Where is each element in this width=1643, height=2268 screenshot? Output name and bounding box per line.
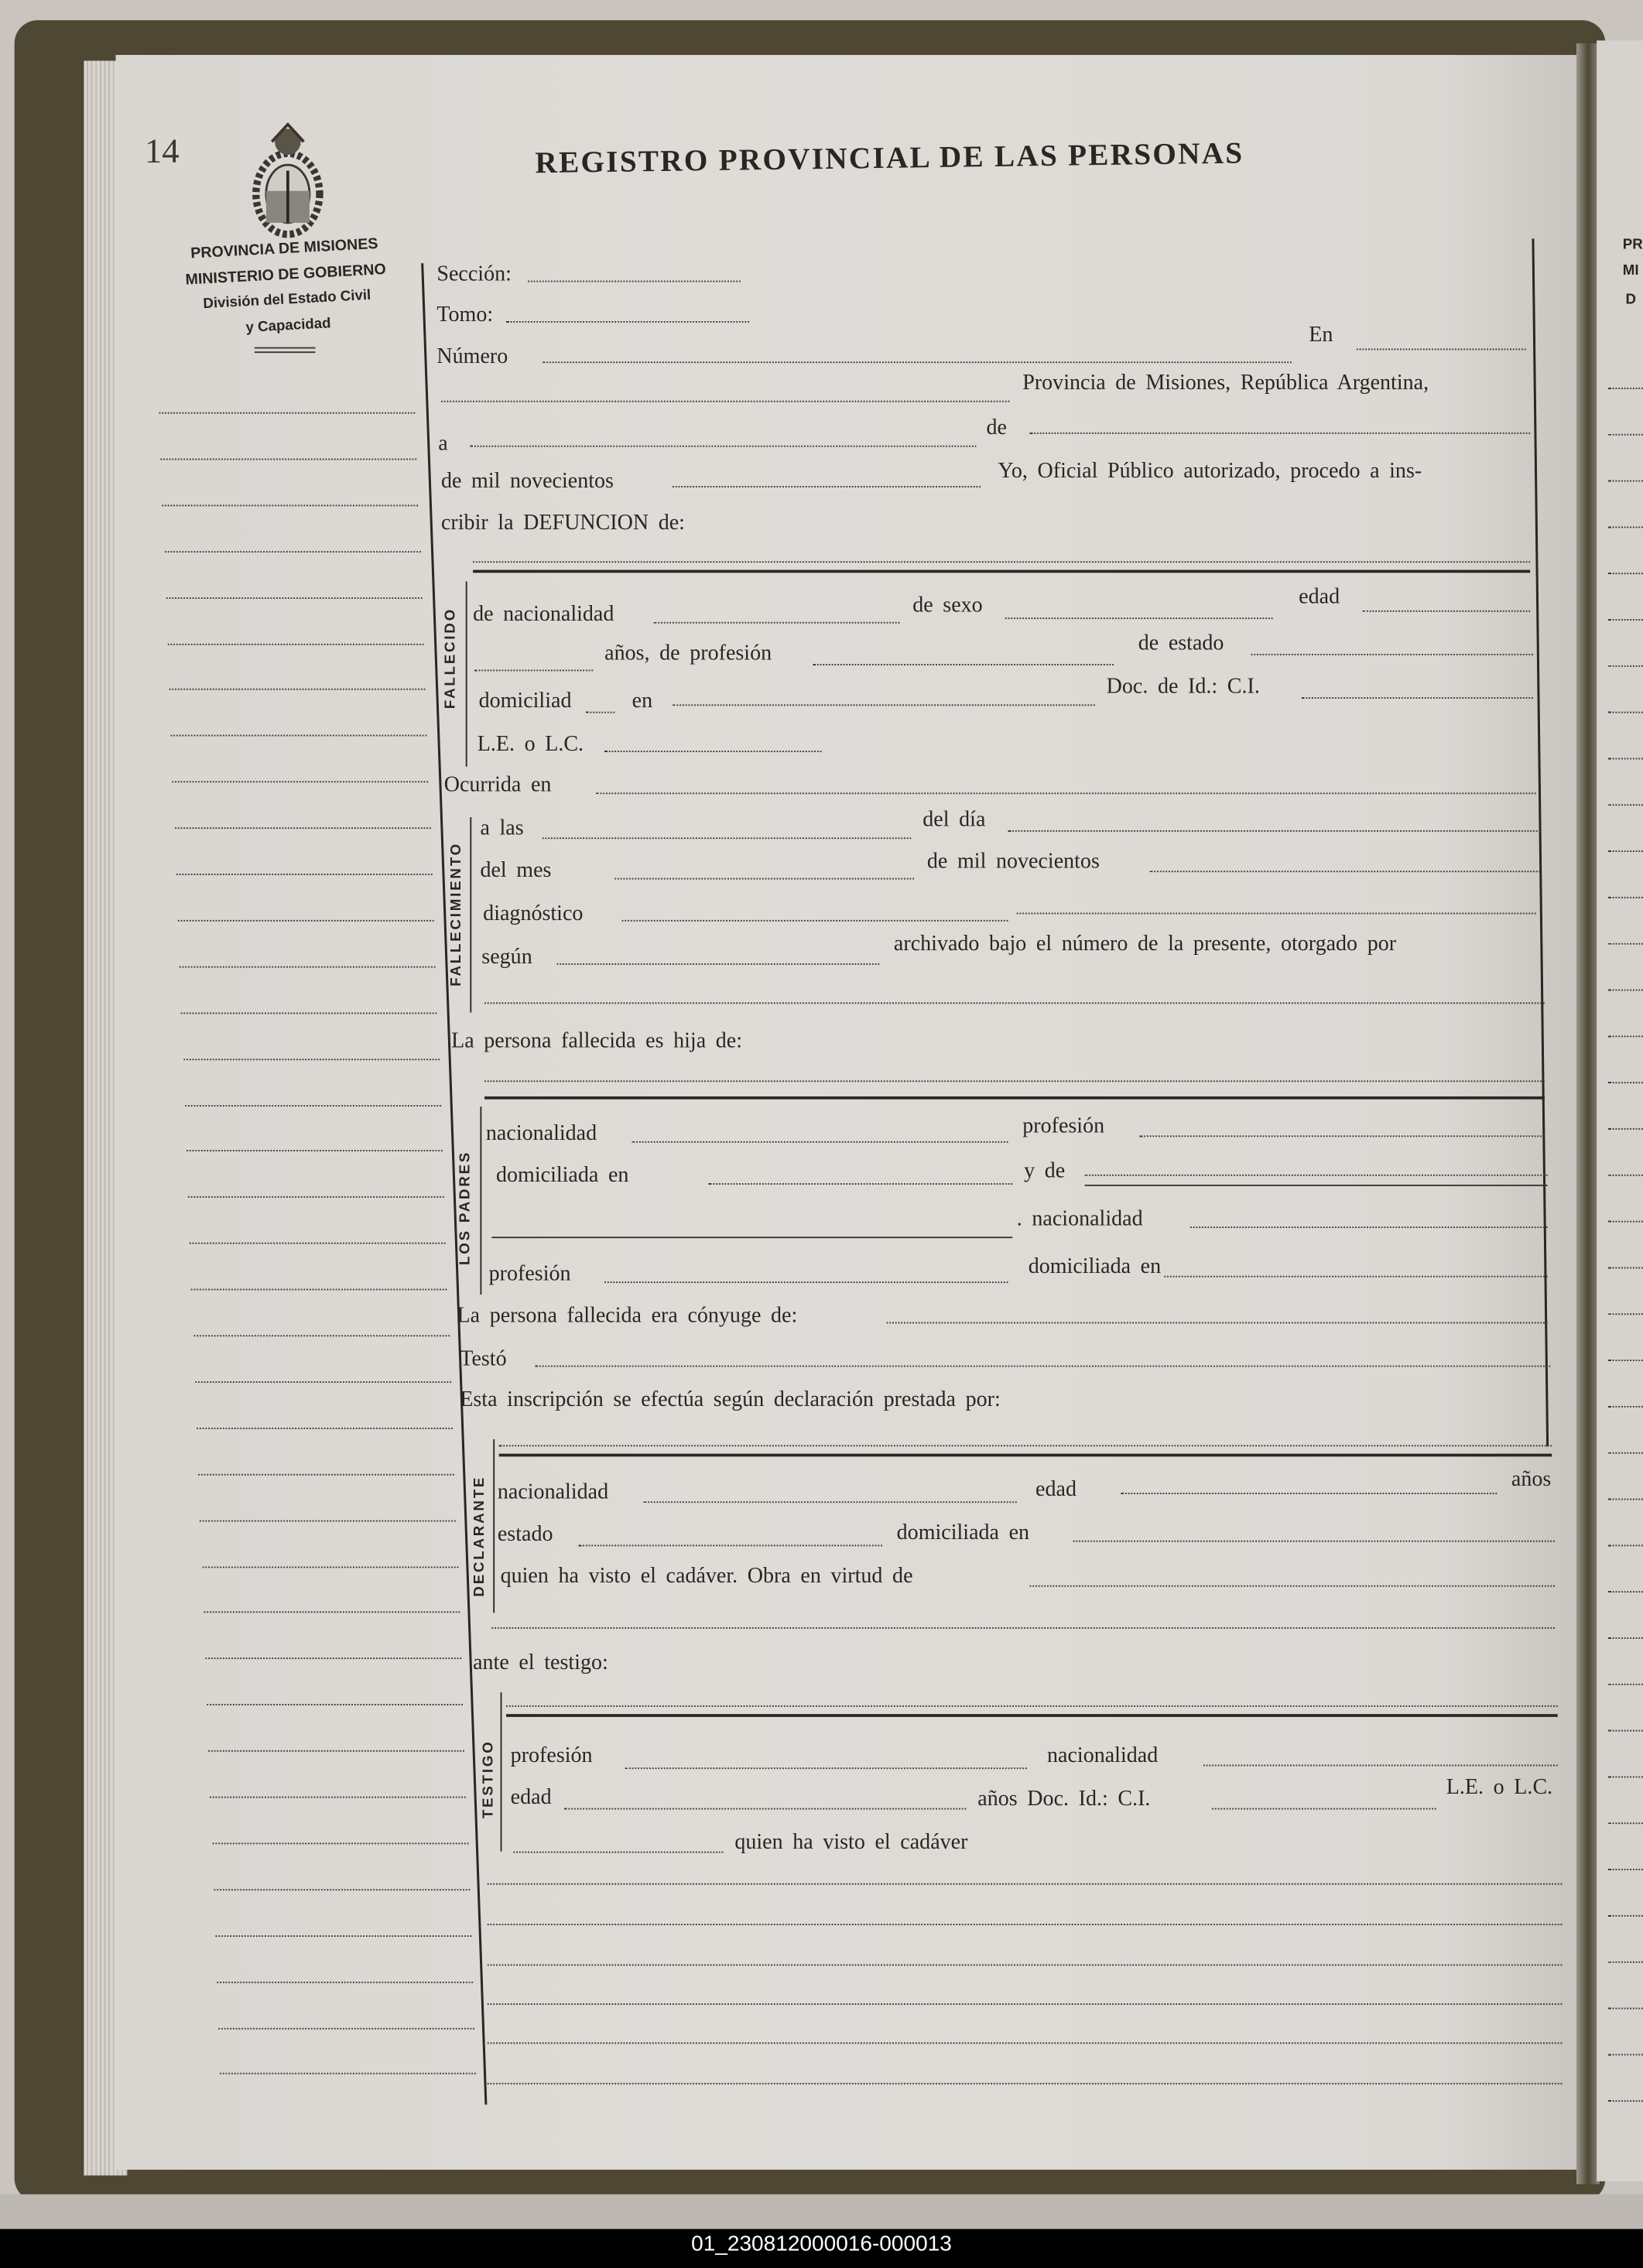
blank-field bbox=[1212, 1808, 1436, 1810]
blank-field bbox=[564, 1808, 967, 1810]
label-hija-de: La persona fallecida es hija de: bbox=[451, 1029, 743, 1053]
blank-field bbox=[1190, 1226, 1548, 1228]
label-seccion: Sección: bbox=[436, 263, 512, 287]
label-de-sexo: de sexo bbox=[912, 594, 983, 618]
blank-field bbox=[1140, 1135, 1545, 1137]
blank-field bbox=[709, 1183, 1012, 1185]
label-quien-obra: quien ha visto el cadáver. Obra en virtud de bbox=[500, 1565, 913, 1589]
scan-id-caption: 01_230812000016-000013 bbox=[691, 2232, 952, 2257]
blank-field bbox=[506, 321, 749, 323]
label-ante-testigo: ante el testigo: bbox=[473, 1651, 608, 1675]
label-y-de: y de bbox=[1024, 1160, 1066, 1184]
label-cribir-defuncion: cribir la DEFUNCION de: bbox=[440, 511, 685, 535]
next-page-fragment: PR bbox=[1622, 237, 1643, 254]
blank-field bbox=[673, 704, 1095, 706]
blank-field bbox=[1164, 1276, 1547, 1278]
section-rule bbox=[501, 1692, 502, 1852]
label-edad: edad bbox=[1299, 586, 1340, 609]
label-de-estado: de estado bbox=[1138, 631, 1224, 655]
label-doc-id: Doc. de Id.: C.I. bbox=[1106, 675, 1260, 699]
label-tomo: Tomo: bbox=[436, 303, 494, 327]
label-conyuge: La persona fallecida era cónyuge de: bbox=[457, 1305, 798, 1329]
label-domiciliada-en: domiciliada en bbox=[1028, 1255, 1162, 1279]
label-edad: edad bbox=[510, 1786, 552, 1810]
agency-ministry: MINISTERIO DE GOBIERNO bbox=[184, 261, 387, 289]
blank-field bbox=[1362, 611, 1530, 612]
blank-field bbox=[1203, 1765, 1558, 1767]
blank-field bbox=[622, 920, 1008, 922]
blank-field bbox=[614, 878, 914, 880]
blank-field bbox=[625, 1767, 1027, 1769]
section-rule bbox=[493, 1439, 495, 1613]
label-domiciliad: domiciliad bbox=[478, 689, 572, 713]
label-de-mil-novecientos: de mil novecientos bbox=[926, 850, 1100, 874]
label-nacionalidad: . nacionalidad bbox=[1016, 1207, 1143, 1231]
label-numero: Número bbox=[436, 345, 508, 369]
blank-field bbox=[543, 837, 912, 839]
blank-field bbox=[556, 963, 879, 965]
blank-field bbox=[484, 1002, 1545, 1004]
blank-field bbox=[441, 401, 1009, 402]
ruled-line bbox=[488, 1965, 1563, 1966]
label-de: de bbox=[986, 416, 1008, 440]
label-yo-oficial: Yo, Oficial Público autorizado, procedo a ins- bbox=[998, 460, 1422, 484]
blank-field bbox=[654, 622, 900, 624]
blank-field bbox=[499, 1445, 1552, 1446]
section-rule bbox=[480, 1107, 481, 1295]
label-profesion: profesión bbox=[1022, 1115, 1105, 1139]
blank-field bbox=[1030, 433, 1531, 434]
blank-field bbox=[506, 1705, 1558, 1707]
blank-field bbox=[1030, 1586, 1555, 1587]
label-le-lc: L.E. o L.C. bbox=[477, 733, 584, 757]
label-del-dia: del día bbox=[922, 808, 986, 832]
section-rule bbox=[466, 581, 467, 766]
label-nacionalidad: nacionalidad bbox=[485, 1122, 597, 1146]
blank-field bbox=[491, 1627, 1555, 1629]
label-testo: Testó bbox=[460, 1348, 507, 1372]
label-diagnostico: diagnóstico bbox=[483, 902, 584, 926]
label-en: En bbox=[1309, 323, 1333, 347]
agency-division: División del Estado Civil bbox=[202, 287, 371, 313]
blank-field bbox=[673, 486, 981, 487]
blank-field bbox=[887, 1322, 1548, 1324]
label-a: a bbox=[438, 432, 448, 456]
ruled-line bbox=[488, 2003, 1563, 2005]
label-del-mes: del mes bbox=[480, 859, 552, 883]
section-label-fallecimiento: FALLECIMIENTO bbox=[449, 842, 465, 987]
section-divider bbox=[484, 1096, 1545, 1100]
label-estado: estado bbox=[497, 1523, 553, 1547]
label-archivado: archivado bajo el número de la presente, otorgado por bbox=[893, 932, 1397, 956]
blank-field bbox=[474, 669, 593, 671]
blank-field bbox=[470, 446, 976, 447]
blank-field bbox=[813, 664, 1114, 665]
label-anos: años bbox=[1511, 1468, 1552, 1492]
blank-field bbox=[586, 712, 614, 713]
blank-field bbox=[513, 1852, 723, 1853]
blank-field bbox=[1085, 1175, 1548, 1176]
label-domiciliada-en: domiciliada en bbox=[495, 1164, 629, 1188]
section-label-los-padres: LOS PADRES bbox=[457, 1150, 474, 1265]
agency-capacity: y Capacidad bbox=[245, 316, 332, 337]
page-number: 14 bbox=[144, 132, 180, 171]
label-en: en bbox=[632, 689, 653, 713]
blank-field bbox=[604, 1281, 1008, 1283]
label-domiciliada-en: domiciliada en bbox=[896, 1521, 1030, 1545]
ruled-line bbox=[488, 2083, 1563, 2085]
label-segun: según bbox=[481, 946, 532, 970]
blank-field bbox=[1251, 654, 1533, 655]
label-le-lc: L.E. o L.C. bbox=[1446, 1776, 1553, 1800]
main-vertical-rule bbox=[423, 263, 486, 2105]
blank-field bbox=[1357, 349, 1526, 351]
label-nacionalidad: nacionalidad bbox=[497, 1481, 609, 1505]
blank-field bbox=[473, 561, 1530, 563]
right-vertical-rule bbox=[1533, 238, 1548, 1446]
section-divider bbox=[506, 1714, 1558, 1717]
label-a-las: a las bbox=[480, 817, 524, 841]
blank-field bbox=[1302, 697, 1533, 699]
next-page-fragment: D bbox=[1625, 292, 1637, 309]
section-label-declarante: DECLARANTE bbox=[472, 1475, 488, 1597]
label-de-mil-novecientos: de mil novecientos bbox=[440, 470, 614, 494]
blank-field bbox=[604, 751, 821, 752]
label-esta-inscripcion: Esta inscripción se efectúa según declaración prestada por: bbox=[460, 1388, 1001, 1412]
underline bbox=[1085, 1185, 1548, 1186]
ruled-line bbox=[488, 1924, 1563, 1925]
blank-field bbox=[535, 1366, 1550, 1367]
label-ocurrida-en: Ocurrida en bbox=[443, 774, 552, 797]
blank-field bbox=[1150, 871, 1541, 872]
section-label-testigo: TESTIGO bbox=[481, 1739, 497, 1819]
blank-field bbox=[632, 1141, 1008, 1143]
label-provincia: Provincia de Misiones, República Argentina, bbox=[1022, 371, 1429, 395]
blank-field bbox=[543, 361, 1292, 363]
blank-field bbox=[1121, 1493, 1497, 1494]
label-edad: edad bbox=[1035, 1478, 1077, 1502]
blank-field bbox=[491, 1237, 1012, 1238]
blank-field bbox=[484, 1080, 1545, 1082]
label-anos-doc: años Doc. Id.: C.I. bbox=[977, 1787, 1151, 1811]
blank-field bbox=[1005, 617, 1273, 619]
section-divider bbox=[499, 1454, 1552, 1457]
blank-field bbox=[1017, 913, 1536, 915]
agency-province: PROVINCIA DE MISIONES bbox=[190, 235, 379, 263]
label-profesion: profesión bbox=[488, 1262, 571, 1286]
label-anos-profesion: años, de profesión bbox=[604, 641, 772, 665]
blank-field bbox=[1008, 830, 1541, 832]
blank-field bbox=[596, 792, 1536, 794]
page-title: REGISTRO PROVINCIAL DE LAS PERSONAS bbox=[535, 135, 1244, 180]
label-quien-visto: quien ha visto el cadáver bbox=[734, 1831, 968, 1855]
blank-field bbox=[579, 1544, 882, 1546]
blank-field bbox=[644, 1501, 1017, 1503]
section-divider bbox=[473, 570, 1530, 573]
blank-field bbox=[528, 281, 741, 282]
label-de-nacionalidad: de nacionalidad bbox=[473, 603, 614, 627]
label-nacionalidad: nacionalidad bbox=[1047, 1744, 1159, 1768]
label-profesion: profesión bbox=[510, 1744, 593, 1768]
ruled-line bbox=[488, 2042, 1563, 2044]
next-page-fragment: MI bbox=[1622, 263, 1639, 279]
section-rule bbox=[470, 817, 471, 1012]
ruled-line bbox=[488, 1883, 1563, 1885]
blank-field bbox=[1073, 1541, 1555, 1542]
section-label-fallecido: FALLECIDO bbox=[443, 607, 460, 710]
